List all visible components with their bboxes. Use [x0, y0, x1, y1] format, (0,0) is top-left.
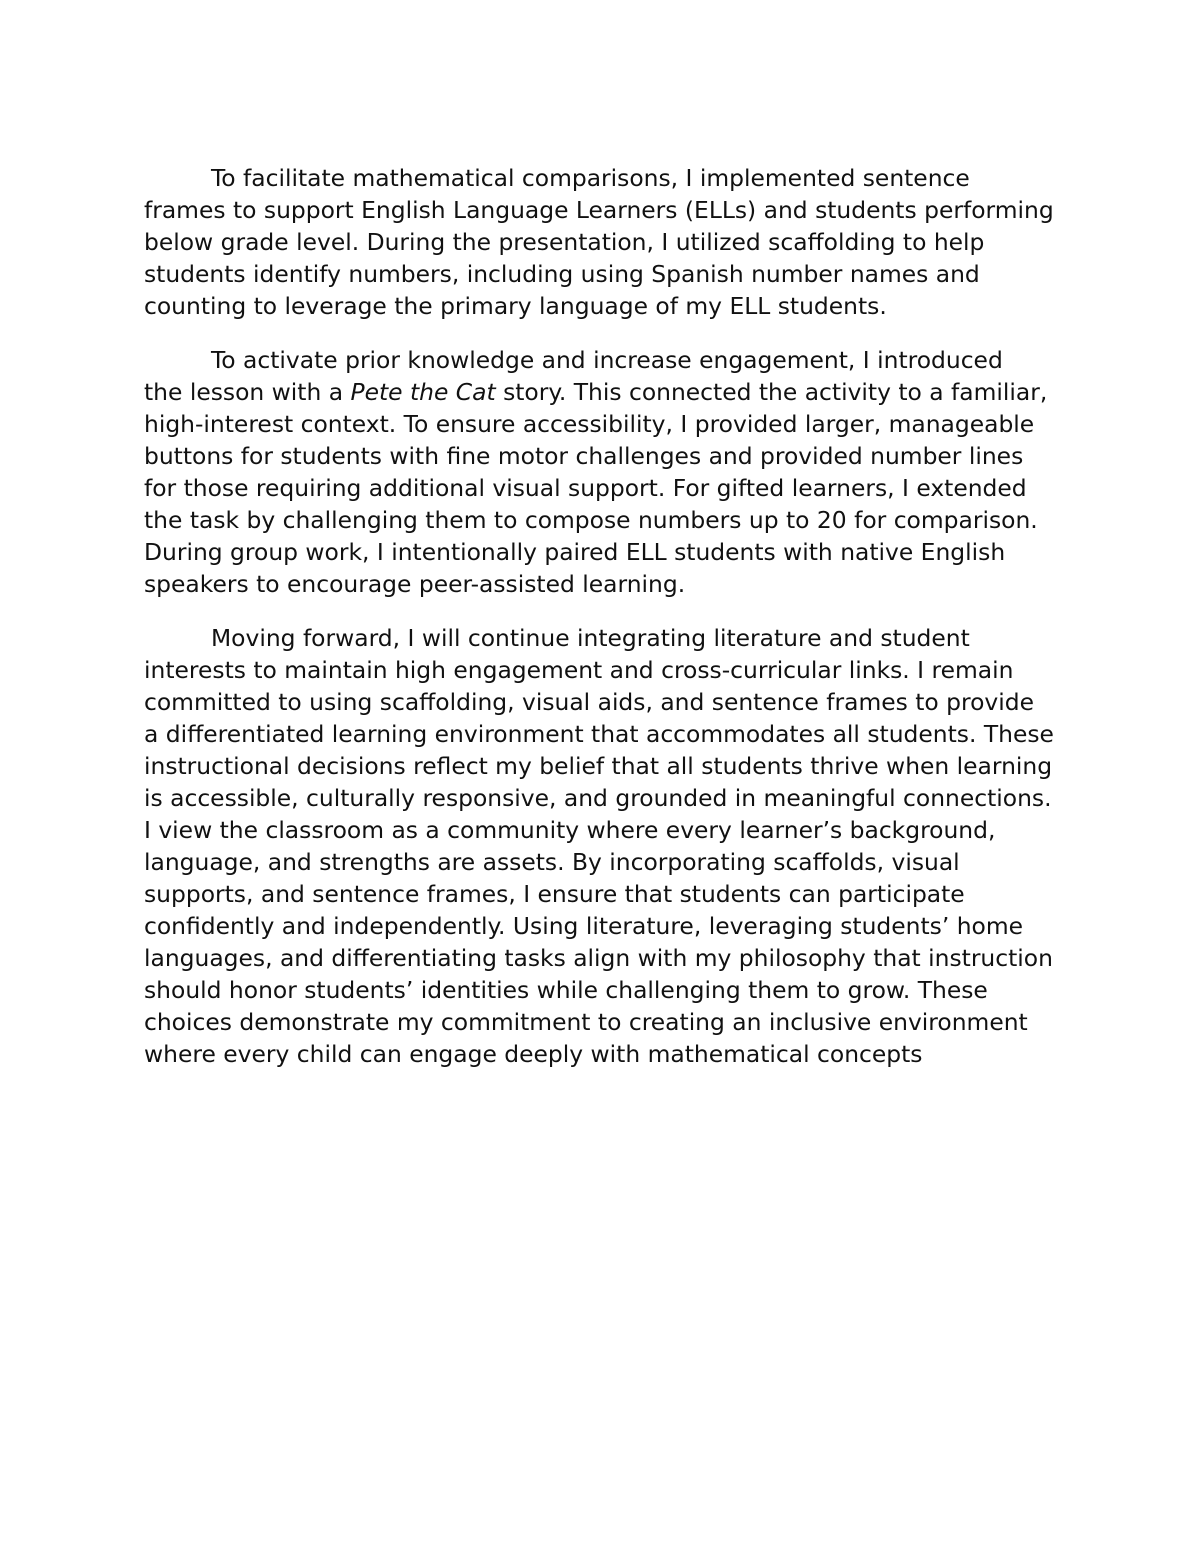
paragraph-line: below grade level. During the presentation, I utilized scaffolding to help	[144, 228, 985, 256]
paragraph-line: buttons for students with fine motor challenges and provided number lines	[144, 442, 1024, 470]
paragraph-line: should honor students’ identities while challenging them to grow. These	[144, 976, 988, 1004]
paragraph-line: where every child can engage deeply with mathematical concepts	[144, 1040, 923, 1068]
paragraph-line: choices demonstrate my commitment to creating an inclusive environment	[144, 1008, 1028, 1036]
paragraph-line: speakers to encourage peer-assisted learning.	[144, 570, 686, 598]
paragraph-line: languages, and differentiating tasks align with my philosophy that instruction	[144, 944, 1053, 972]
document-body	[144, 162, 1064, 1092]
paragraph-line: instructional decisions reflect my belief that all students thrive when learning	[144, 752, 1053, 780]
paragraph-line: frames to support English Language Learners (ELLs) and students performing	[144, 196, 1054, 224]
paragraph-line: confidently and independently. Using literature, leveraging students’ home	[144, 912, 1024, 940]
paragraph-line: the task by challenging them to compose numbers up to 20 for comparison.	[144, 506, 1038, 534]
paragraph-line: a differentiated learning environment that accommodates all students. These	[144, 720, 1054, 748]
paragraph-line: language, and strengths are assets. By incorporating scaffolds, visual	[144, 848, 960, 876]
paragraph-line: high-interest context. To ensure accessibility, I provided larger, manageable	[144, 410, 1035, 438]
story-title: Pete the Cat	[350, 378, 496, 406]
line-text-after-title: story. This connected the activity to a familiar,	[495, 378, 1048, 406]
paragraph-line: is accessible, culturally responsive, and grounded in meaningful connections.	[144, 784, 1052, 812]
paragraph-line: for those requiring additional visual support. For gifted learners, I extended	[144, 474, 1027, 502]
paragraph-line: Moving forward, I will continue integrating literature and student	[211, 624, 970, 652]
paragraph-line: To activate prior knowledge and increase engagement, I introduced	[211, 346, 1003, 374]
paragraph-1	[144, 162, 1064, 322]
paragraph-line: supports, and sentence frames, I ensure that students can participate	[144, 880, 965, 908]
paragraph-line: students identify numbers, including using Spanish number names and	[144, 260, 980, 288]
paragraph-3	[144, 622, 1064, 1070]
paragraph-line: During group work, I intentionally paired ELL students with native English	[144, 538, 1006, 566]
paragraph-2	[144, 344, 1064, 600]
line-text-before-title: the lesson with a	[144, 378, 351, 406]
paragraph-line: interests to maintain high engagement and cross-curricular links. I remain	[144, 656, 1014, 684]
paragraph-line: committed to using scaffolding, visual aids, and sentence frames to provide	[144, 688, 1034, 716]
paragraph-line: To facilitate mathematical comparisons, I implemented sentence	[211, 164, 970, 192]
paragraph-line: I view the classroom as a community where every learner’s background,	[144, 816, 996, 844]
paragraph-line-with-title	[144, 376, 1064, 408]
paragraph-line: counting to leverage the primary language of my ELL students.	[144, 292, 887, 320]
